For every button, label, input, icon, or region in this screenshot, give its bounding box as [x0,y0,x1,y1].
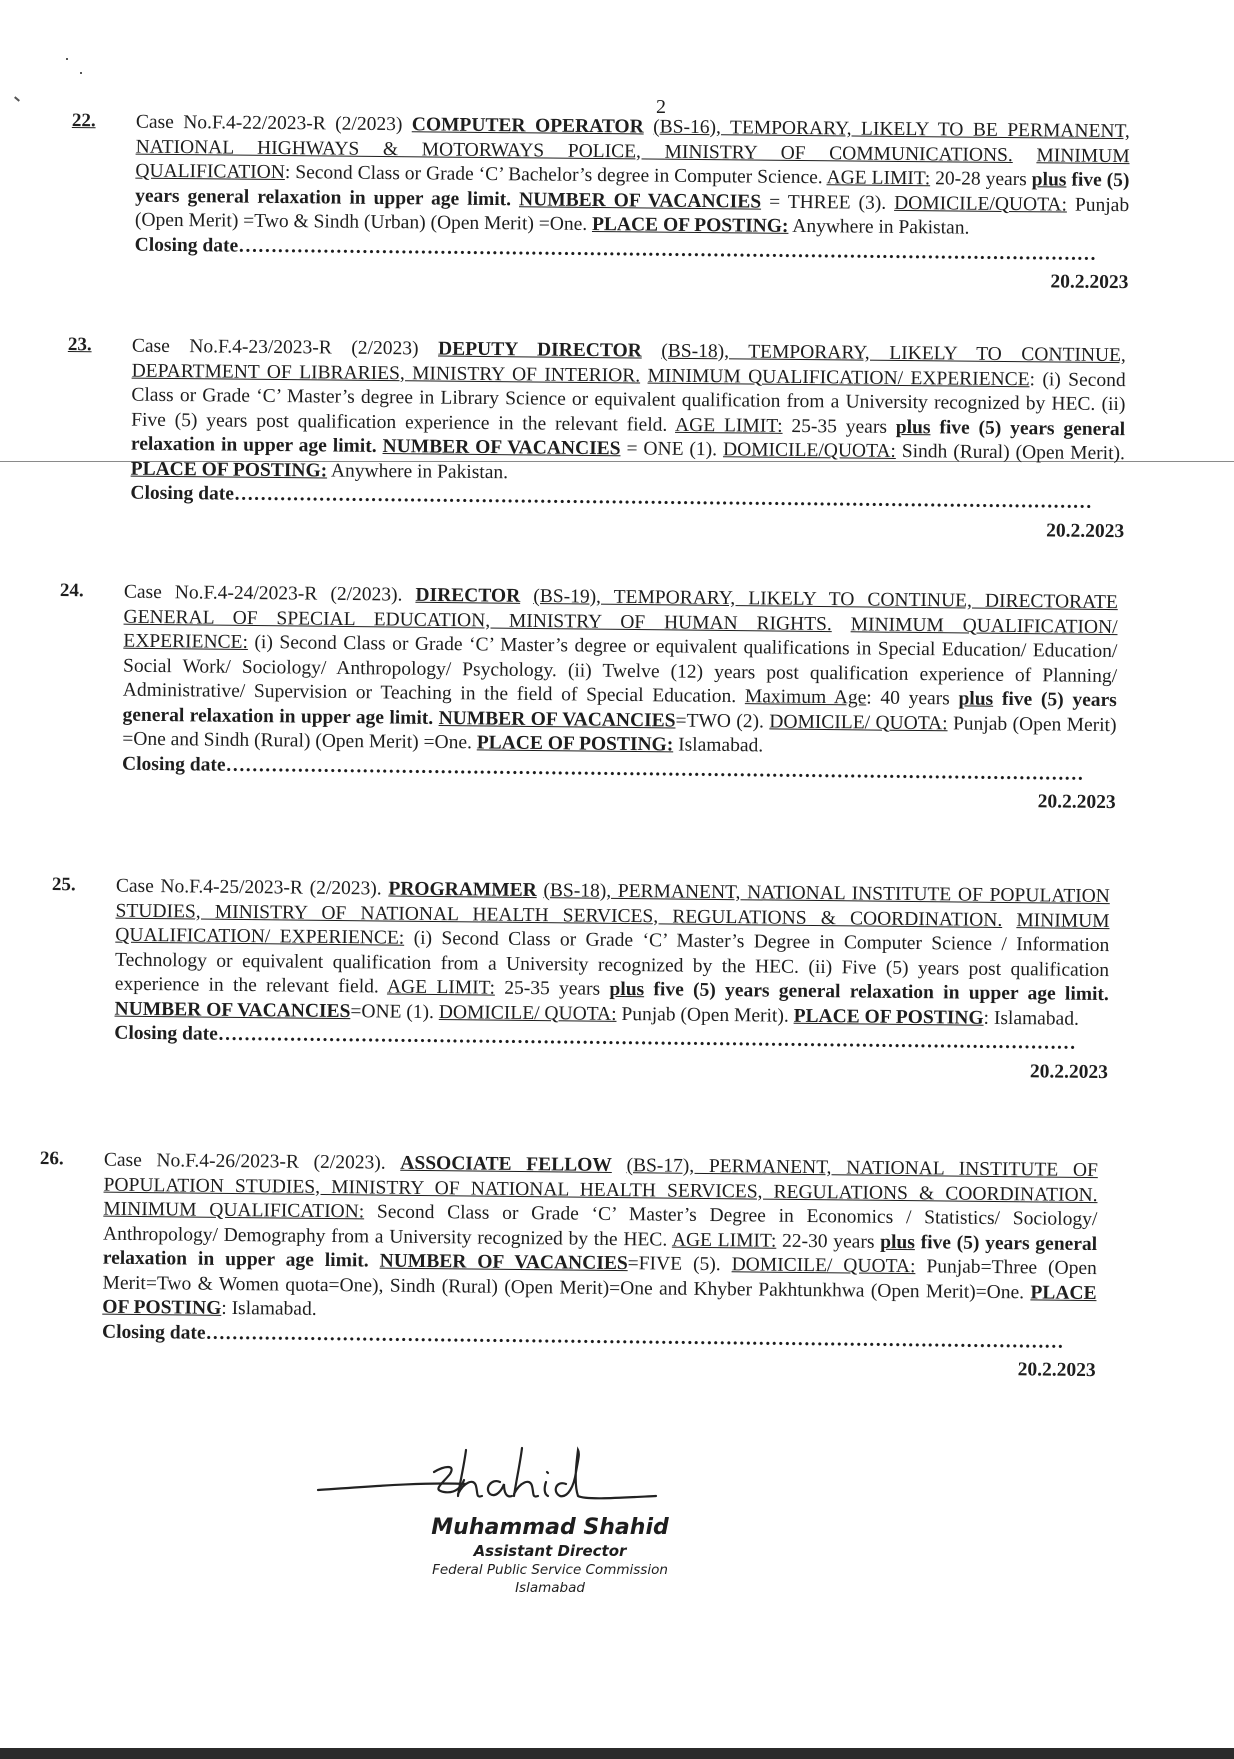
item-body [122,581,1118,816]
post-details: (BS-17), PERMANENT, NATIONAL INSTITUTE OF POPULATION STUDIES, MINISTRY OF NATIONAL HEALTH SERVICES, REGULATIONS & COORDINATION. [103,1155,1098,1206]
vacancies-text: = THREE (3). [769,191,887,214]
post-details: (BS-16), TEMPORARY, LIKELY TO BE PERMANENT, NATIONAL HIGHWAYS & MOTORWAYS POLICE, MINISTRY OF COMMUNICATIONS. [135,116,1130,166]
vacancies-label: NUMBER OF VACANCIES [518,188,762,213]
closing-date: 20.2.2023 [1017,1359,1096,1382]
qualification-label: MINIMUM QUALIFICATION/ EXPERIENCE [647,365,1030,390]
posting-label: PLACE OF POSTING [102,1281,1097,1319]
post-title: COMPUTER OPERATOR [411,114,644,138]
age-limit-label: AGE LIMIT: [671,1229,777,1252]
signatory-city: Islamabad [515,1580,585,1596]
vacancy-item [71,110,1130,294]
case-number: Case No.F.4-22/2023-R (2/2023) [135,111,403,136]
item-body [102,1149,1098,1384]
vacancies-label: NUMBER OF VACANCIES [382,436,621,460]
post-details: (BS-18), TEMPORARY, LIKELY TO CONTINUE, DEPARTMENT OF LIBRARIES, MINISTRY OF INTERIOR. [131,340,1126,386]
signatory-organization: Federal Public Service Commission [432,1562,668,1578]
posting-text: Islamabad. [678,734,764,757]
domicile-label: DOMICILE/ QUOTA: [769,710,948,734]
domicile-text: Punjab (Open Merit) =One and Sindh (Rural) (Open Merit) =One. [122,712,1117,754]
item-body [134,111,1130,296]
age-limit-text: 25-35 years [504,977,601,1000]
scan-mark [80,72,82,74]
vacancy-item [67,334,1126,542]
relaxation-text: five (5) years general relaxation in upper age limit. [135,169,1130,210]
vacancy-item [51,874,1110,1083]
signature-block [380,1515,720,1596]
age-limit-text: : 40 years [866,687,950,710]
domicile-label: DOMICILE/QUOTA: [722,439,896,462]
handwritten-signature [316,1442,676,1522]
posting-label: PLACE OF POSTING [793,1005,984,1029]
item-body [114,875,1110,1085]
post-details: (BS-18), PERMANENT, NATIONAL INSTITUTE OF POPULATION STUDIES, MINISTRY OF NATIONAL HEALTH SERVICES, REGULATIONS & COORDINATION. [115,880,1110,931]
item-body [130,335,1126,545]
age-limit-label: Maximum Age [744,686,867,709]
closing-date-label: Closing date…………………………………………………………………………………………………………………… [101,1321,1064,1353]
item-number: 23. [67,334,92,356]
item-number: 25. [51,874,76,896]
posting-label: PLACE OF POSTING: [130,458,328,481]
item-number: 26. [39,1148,64,1170]
signatory-title: Assistant Director [473,1542,627,1560]
post-title: PROGRAMMER [388,878,537,902]
domicile-label: DOMICILE/QUOTA: [894,192,1068,216]
scan-mark [66,58,68,60]
age-limit-text: 20-28 years [935,168,1027,191]
plus-word: plus [1031,169,1067,191]
vacancies-label: NUMBER OF VACANCIES [379,1250,628,1275]
relaxation-text: five (5) years general relaxation in upper age limit. [102,1231,1098,1272]
posting-text: : Islamabad. [221,1297,317,1320]
closing-date: 20.2.2023 [1046,519,1125,542]
plus-word: plus [958,688,994,710]
item-number: 22. [71,110,96,132]
closing-date-label: Closing date…………………………………………………………………………………………………………………… [130,482,1093,513]
plus-word: plus [895,416,931,438]
vacancy-item [39,1148,1098,1382]
closing-date: 20.2.2023 [1029,1060,1109,1083]
relaxation-text: five (5) years general relaxation in upper age limit. [122,688,1117,729]
age-limit-text: 25-35 years [791,415,888,438]
qualification-text: : (i) Second Class or Grade ‘C’ Master’s degree in Library Science or equivalent qualification from a University recognized by HEC. (ii) Five (5) years post qualification experience in the relevant field. [131,368,1126,436]
post-title: DIRECTOR [415,584,521,607]
qualification-text: (i) Second Class or Grade ‘C’ Master’s Degree in Computer Science / Information Technology or equivalent qualification from a University recognized by the HEC. (ii) Five (5) years post qualification experience in the relevant field. [114,927,1110,998]
scan-bottom-edge [0,1748,1234,1759]
relaxation-text: five (5) years general relaxation in upper age limit. [130,416,1126,457]
qualification-label: MINIMUM QUALIFICATION [135,144,1130,184]
qualification-text: Second Class or Grade ‘C’ Master’s Degree in Economics / Statistics/ Sociology/ Anthropology/ Demography from a University recognized by the HEC. [102,1201,1098,1251]
scan-mark [14,96,20,101]
posting-label: PLACE OF POSTING: [591,213,789,237]
signatory-name: Muhammad Shahid [431,1515,669,1540]
domicile-text: Punjab (Open Merit) =Two & Sindh (Urban) (Open Merit) =One. [134,194,1130,235]
domicile-text: Punjab=Three (Open Merit=Two & Women quota=One), Sindh (Rural) (Open Merit)=One and Khyber Pakhtunkhwa (Open Merit)=One. [102,1256,1097,1303]
vacancies-text: =TWO (2). [675,709,765,732]
closing-date-label: Closing date…………………………………………………………………………………………………………………… [114,1022,1076,1054]
domicile-text: Sindh (Rural) (Open Merit). [901,441,1126,465]
posting-label: PLACE OF POSTING: [476,732,674,756]
qualification-label: MINIMUM QUALIFICATION: [103,1198,365,1223]
qualification-text: (i) Second Class or Grade ‘C’ Master’s degree or equivalent qualifications in Special Education/ Education/ Social Work/ Sociology/ Anthropology/ Psychology. (ii) Twelve (12) years post qualification experience of Planning/ Administrative/ Supervision or Teaching in the field of Special Education. [122,632,1118,708]
qualification-label: MINIMUM QUALIFICATION/ EXPERIENCE: [115,909,1110,949]
closing-date-label: Closing date…………………………………………………………………………………………………………………… [121,753,1084,785]
age-limit-label: AGE LIMIT: [674,414,783,437]
posting-text: Anywhere in Pakistan. [792,215,970,239]
age-limit-label: AGE LIMIT: [386,976,496,999]
case-number: Case No.F.4-25/2023-R (2/2023). [115,875,382,900]
age-limit-label: AGE LIMIT: [826,167,931,190]
vacancies-text: =FIVE (5). [627,1253,721,1276]
closing-date: 20.2.2023 [1037,791,1116,814]
case-number: Case No.F.4-24/2023-R (2/2023). [123,581,403,606]
post-title: DEPUTY DIRECTOR [437,338,642,362]
domicile-label: DOMICILE/ QUOTA: [438,1001,617,1025]
vacancies-label: NUMBER OF VACANCIES [438,707,676,731]
plus-word: plus [880,1231,916,1253]
plus-word: plus [609,978,645,1001]
relaxation-text: five (5) years general relaxation in upper age limit. [653,979,1109,1006]
post-details: (BS-19), TEMPORARY, LIKELY TO CONTINUE, DIRECTORATE GENERAL OF SPECIAL EDUCATION, MINISTRY OF HUMAN RIGHTS. [123,585,1118,635]
age-limit-text: 22-30 years [781,1230,875,1253]
case-number: Case No.F.4-26/2023-R (2/2023). [103,1149,386,1174]
vacancies-label: NUMBER OF VACANCIES [114,998,351,1022]
domicile-label: DOMICILE/ QUOTA: [731,1254,916,1278]
closing-date-label: Closing date…………………………………………………………………………………………………………………… [134,234,1097,265]
posting-text: : Islamabad. [983,1007,1080,1030]
qualification-label: MINIMUM QUALIFICATION/ EXPERIENCE: [123,613,1118,653]
case-number: Case No.F.4-23/2023-R (2/2023) [131,335,419,360]
page-number: 2 [656,96,666,118]
posting-text: Anywhere in Pakistan. [330,460,509,483]
vacancy-item [59,580,1118,814]
qualification-text: : Second Class or Grade ‘C’ Bachelor’s degree in Computer Science. [284,162,823,189]
vacancies-text: =ONE (1). [350,1000,435,1023]
domicile-text: Punjab (Open Merit). [621,1003,789,1027]
post-title: ASSOCIATE FELLOW [400,1152,612,1176]
vacancies-text: = ONE (1). [626,438,718,461]
closing-date: 20.2.2023 [1050,271,1129,294]
item-number: 24. [59,580,84,602]
